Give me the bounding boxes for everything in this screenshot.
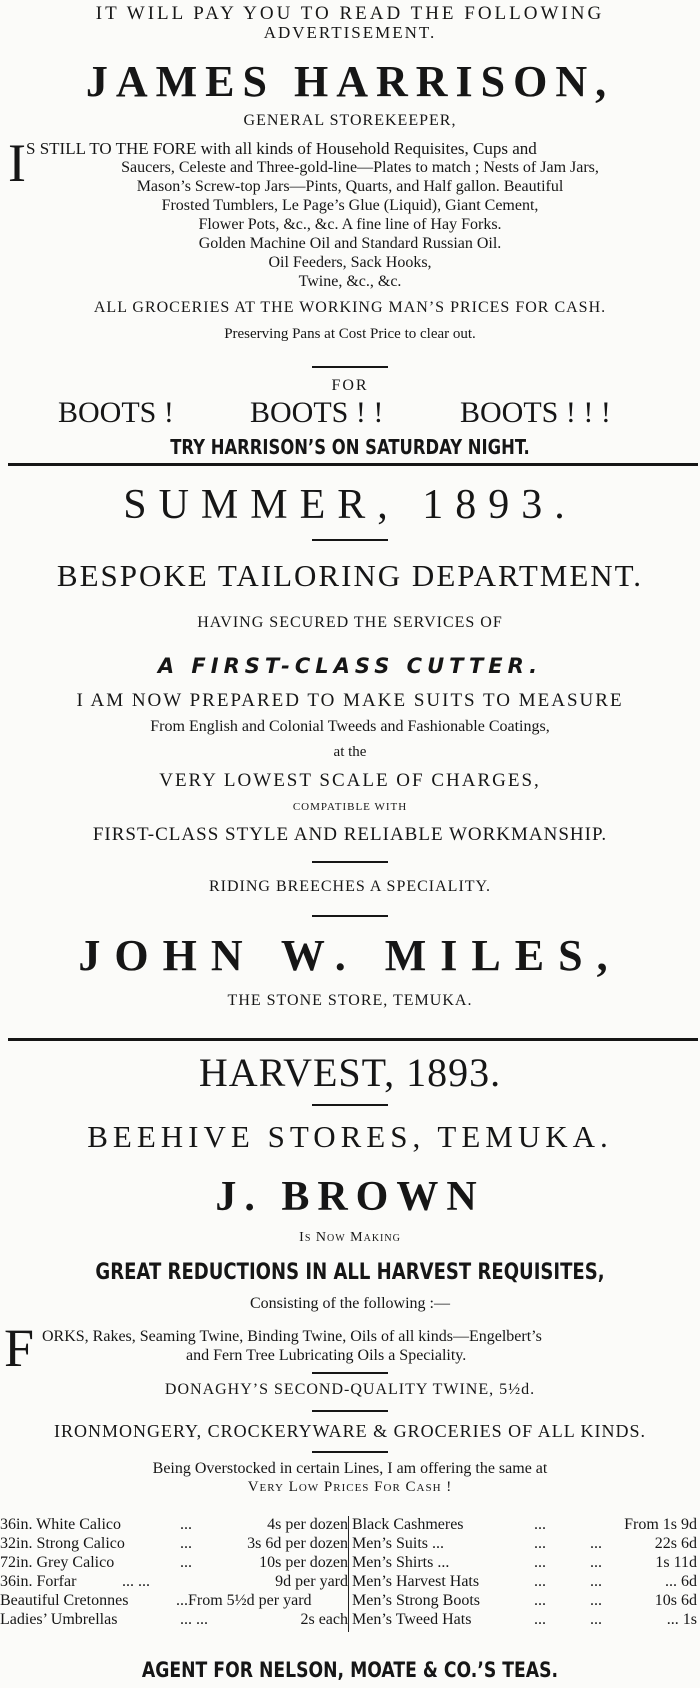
left-dots: ... [180,1535,192,1552]
right-item: Men’s Harvest Hats [352,1573,480,1590]
riding-line: RIDING BREECHES A SPECIALITY. [208,878,492,895]
at-the-line: at the [333,744,367,760]
short-rule [312,1372,388,1374]
left-dots: ... ... [180,1611,208,1628]
from-line: From English and Colonial Tweeds and Fashionable Coatings, [150,718,550,735]
short-rule [312,539,388,541]
intro-line-2: ADVERTISEMENT. [263,23,437,42]
right-item: Men’s Strong Boots [352,1592,481,1609]
left-price: 2s each [300,1611,348,1628]
right-price: 10s 6d [654,1592,697,1609]
right-item: Men’s Tweed Hats [352,1611,472,1628]
dropcap-f: F [4,1318,35,1378]
left-dots: ... [180,1516,192,1533]
preserving-pans-line: Preserving Pans at Cost Price to clear out. [224,326,476,342]
left-item: 32in. Strong Calico [0,1535,125,1552]
price-row [0,1611,700,1630]
body-line-6: Golden Machine Oil and Standard Russian Oil. [198,235,502,252]
right-dots: ... [590,1554,602,1571]
left-price: 9d per yard [275,1573,348,1590]
right-item: Men’s Suits ... [352,1535,445,1552]
right-dots: ... [534,1592,546,1609]
short-rule [312,1104,388,1106]
boots-1: BOOTS ! [58,396,174,429]
lowest-line: VERY LOWEST SCALE OF CHARGES, [159,770,541,791]
right-item: Black Cashmeres [352,1516,464,1533]
right-price: 22s 6d [654,1535,697,1552]
reductions-line: GREAT REDUCTIONS IN ALL HARVEST REQUISITES, [95,1260,605,1285]
body-line-1: S STILL TO THE FORE with all kinds of Household Requisites, Cups and [26,139,537,158]
left-item: Beautiful Cretonnes [0,1592,129,1609]
saturday-line: TRY HARRISON’S ON SATURDAY NIGHT. [170,435,530,459]
price-row [0,1516,700,1535]
consisting-line: Consisting of the following :— [250,1295,450,1312]
right-item: Men’s Shirts ... [352,1554,450,1571]
prepared-line: I AM NOW PREPARED TO MAKE SUITS TO MEASURE [76,690,624,711]
short-rule [312,1451,388,1453]
intro-line-1: IT WILL PAY YOU TO READ THE FOLLOWING [95,3,605,24]
right-dots: ... [534,1573,546,1590]
body-line-5: Flower Pots, &c., &c. A fine line of Hay Forks. [198,216,502,233]
short-rule [312,366,388,368]
left-price: 4s per dozen [267,1516,348,1533]
beehive-heading: BEEHIVE STORES, TEMUKA. [87,1119,613,1154]
right-dots: ... [534,1516,546,1533]
advertiser-name: JAMES HARRISON, [85,57,615,106]
forks-line-1: ORKS, Rakes, Seaming Twine, Binding Twine, Oils of all kinds—Engelbert’s [42,1328,542,1345]
right-price: ... 6d [665,1573,697,1590]
compatible-line: COMPATIBLE WITH [292,801,408,813]
body-line-8: Twine, &c., &c. [298,273,402,290]
boots-2: BOOTS ! ! [250,396,384,429]
left-dots: ...From 5½d per yard [176,1592,312,1609]
right-dots: ... [534,1554,546,1571]
summer-heading: SUMMER, 1893. [123,482,577,528]
section-divider-1 [8,463,698,466]
miles-name: JOHN W. MILES, [78,931,622,980]
left-item: 36in. White Calico [0,1516,122,1533]
right-dots: ... [590,1573,602,1590]
department-heading: BESPOKE TAILORING DEPARTMENT. [56,558,644,593]
right-dots: ... [590,1592,602,1609]
left-price: 10s per dozen [259,1554,348,1571]
section-divider-2 [8,1038,698,1041]
right-dots: ... [534,1611,546,1628]
agent-line: AGENT FOR NELSON, MOATE & CO.’S TEAS. [141,1658,559,1682]
overstocked-line: Being Overstocked in certain Lines, I am offering the same at [152,1460,548,1477]
short-rule [312,915,388,917]
price-row [0,1535,700,1554]
style-line: FIRST-CLASS STYLE AND RELIABLE WORKMANSHIP. [92,824,608,845]
left-dots: ... ... [122,1573,150,1590]
right-price: 1s 11d [655,1554,697,1571]
left-item: Ladies’ Umbrellas [0,1611,118,1628]
groceries-line: ALL GROCERIES AT THE WORKING MAN’S PRICES FOR CASH. [93,299,607,316]
body-line-7: Oil Feeders, Sack Hooks, [268,254,432,271]
price-row [0,1554,700,1573]
ironmongery-line: IRONMONGERY, CROCKERYWARE & GROCERIES OF ALL KINDS. [53,1421,647,1441]
body-line-4: Frosted Tumblers, Le Page’s Glue (Liquid), Giant Cement, [161,197,539,214]
right-dots: ... [590,1535,602,1552]
short-rule [312,861,388,863]
body-line-2: Saucers, Celeste and Three-gold-line—Plates to match ; Nests of Jam Jars, [121,159,599,176]
stone-store-line: THE STONE STORE, TEMUKA. [227,992,473,1009]
right-dots: ... [534,1535,546,1552]
right-dots: ... [590,1611,602,1628]
left-price: 3s 6d per dozen [247,1535,348,1552]
body-line-3: Mason’s Screw-top Jars—Pints, Quarts, and Half gallon. Beautiful [136,178,564,195]
price-row [0,1592,700,1611]
left-item: 72in. Grey Calico [0,1554,115,1571]
cash-line: Very Low Prices For Cash ! [247,1479,453,1495]
making-line: Is Now Making [299,1230,401,1245]
advertiser-title: GENERAL STOREKEEPER, [243,112,457,129]
boots-3: BOOTS ! ! ! [460,396,611,429]
right-price: From 1s 9d [624,1516,697,1533]
left-dots: ... [180,1554,192,1571]
right-price: ... 1s [666,1611,697,1628]
harvest-heading: HARVEST, 1893. [198,1050,502,1095]
cutter-line: A FIRST-CLASS CUTTER. [157,654,543,678]
dropcap-i: I [8,133,26,193]
twine-line: DONAGHY’S SECOND-QUALITY TWINE, 5½d. [164,1381,536,1398]
having-line: HAVING SECURED THE SERVICES OF [197,614,503,631]
forks-line-2: and Fern Tree Lubricating Oils a Speciality. [186,1347,467,1364]
short-rule [312,1410,388,1412]
for-label: FOR [331,377,369,394]
brown-name: J. BROWN [215,1174,485,1220]
left-item: 36in. Forfar [0,1573,77,1590]
price-row [0,1573,700,1592]
